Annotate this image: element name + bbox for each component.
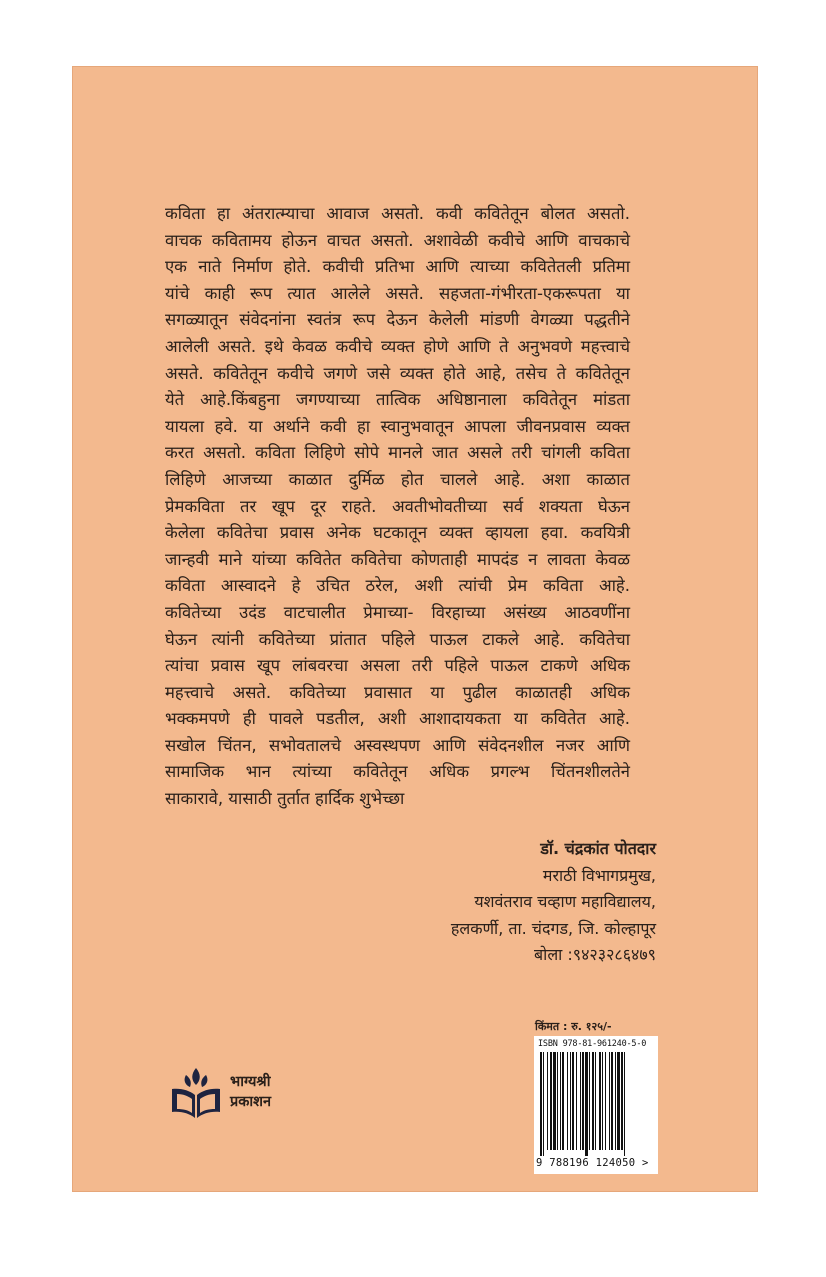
- signature-block: [451, 836, 656, 969]
- blurb-line: कविता आस्वादने हे उचित ठरेल, अशी त्यांची प्रेम कविता आहे.: [165, 576, 630, 596]
- publisher-name-line2: प्रकाशन: [230, 1094, 272, 1110]
- signature-phone: बोला :९४२३२८६४७९: [534, 945, 656, 964]
- blurb-line: असते. कवितेतून कवीचे जगणे जसे व्यक्त होते आहे, तसेच ते कवितेतून: [165, 363, 630, 383]
- publisher-logo-icon: [168, 1065, 224, 1121]
- barcode-bar: [595, 1052, 596, 1150]
- blurb-line: महत्त्वाचे असते. कवितेच्या प्रवासात या पुढील काळातही अधिक: [165, 682, 630, 702]
- barcode-bar: [576, 1052, 577, 1150]
- barcode-bar: [567, 1052, 568, 1150]
- blurb-line: सामाजिक भान त्यांच्या कवितेतून अधिक प्रगल्भ चिंतनशीलतेने: [165, 762, 630, 782]
- barcode-bar: [560, 1052, 561, 1150]
- blurb-line: केलेला कवितेचा प्रवास अनेक घटकातून व्यक्त व्हायला हवा. कवयित्री: [165, 523, 630, 543]
- barcode-bar: [553, 1052, 556, 1150]
- blurb-line: यांचे काही रूप त्यात आलेले असते. सहजता-गंभीरता-एकरूपता या: [165, 283, 630, 303]
- blurb-line: आलेली असते. इथे केवळ कवीचे व्यक्त होणे आणि ते अनुभवणे महत्त्वाचे: [165, 336, 630, 356]
- barcode-bar: [589, 1052, 590, 1150]
- barcode-box: [534, 1036, 658, 1174]
- barcode-bar: [557, 1052, 558, 1150]
- blurb-line: सगळ्यातून संवेदनांना स्वतंत्र रूप देऊन केलेली मांडणी वेगळ्या पद्धतीने: [165, 310, 630, 330]
- barcode-bar: [611, 1052, 613, 1150]
- blurb-line: करत असतो. कविता लिहिणे सोपे मानले जात असले तरी चांगली कविता: [165, 443, 630, 463]
- barcode-number: 9 788196 124050 >: [536, 1157, 649, 1169]
- blurb-line: भक्कमपणे ही पावले पडतील, अशी आशादायकता या कवितेत आहे.: [165, 709, 630, 729]
- blurb-line: लिहिणे आजच्या काळात दुर्मिळ होत चालले आहे. अशा काळात: [165, 469, 630, 489]
- barcode-bar: [582, 1052, 584, 1150]
- blurb-line: वाचक कवितामय होऊन वाचत असतो. अशावेळी कवीचे आणि वाचकाचे: [165, 230, 630, 250]
- barcode-bar: [599, 1052, 601, 1150]
- blurb-line: एक नाते निर्माण होते. कवीची प्रतिभा आणि त्याच्या कवितेतली प्रतिमा: [165, 257, 630, 277]
- barcode-bar: [570, 1052, 571, 1150]
- publisher-name: [230, 1072, 271, 1112]
- blurb-line: जान्हवी माने यांच्या कवितेत कवितेचा कोणताही मापदंड न लावता केवळ: [165, 549, 630, 569]
- isbn-label: ISBN 978-81-961240-5-0: [538, 1039, 647, 1049]
- barcode-bar: [547, 1052, 548, 1150]
- barcode-bar: [615, 1052, 616, 1150]
- barcode-bar: [609, 1052, 610, 1150]
- barcode-bar: [602, 1052, 603, 1150]
- publisher-name-line1: भाग्यश्री: [230, 1074, 271, 1090]
- barcode-bar: [562, 1052, 564, 1150]
- barcode-bar: [572, 1052, 574, 1150]
- barcode-bar: [543, 1052, 544, 1156]
- signature-title: मराठी विभागप्रमुख,: [542, 865, 656, 885]
- signature-college: यशवंतराव चव्हाण महाविद्यालय,: [474, 892, 656, 911]
- barcode-icon: [540, 1052, 652, 1156]
- blurb-line: यायला हवे. या अर्थाने कवी हा स्वानुभवातून आपला जीवनप्रवास व्यक्त: [165, 416, 630, 436]
- barcode-bar: [617, 1052, 620, 1150]
- barcode-bar: [605, 1052, 606, 1150]
- blurb-text: [165, 201, 630, 813]
- blurb-line: त्यांचा प्रवास खूप लांबवरचा असला तरी पहिले पाऊल टाकणे अधिक: [165, 656, 630, 676]
- price-label: किंमत : रु. १२५/-: [535, 1020, 612, 1033]
- signature-address: हलकर्णी, ता. चंदगड, जि. कोल्हापूर: [450, 918, 656, 938]
- blurb-line: प्रेमकविता तर खूप दूर राहते. अवतीभोवतीच्या सर्व शक्यता घेऊन: [165, 496, 630, 516]
- blurb-line: सखोल चिंतन, सभोवतालचे अस्वस्थपण आणि संवेदनशील नजर आणि: [165, 735, 630, 755]
- blurb-line: घेऊन त्यांनी कवितेच्या प्रांतात पहिले पाऊल टाकले आहे. कवितेचा: [165, 629, 630, 649]
- barcode-bar: [621, 1052, 623, 1150]
- blurb-line: कवितेच्या उदंड वाटचालीत प्रेमाच्या- विरहाच्या असंख्य आठवणींना: [165, 602, 630, 622]
- blurb-line: साकारावे, यासाठी तुर्तात हार्दिक शुभेच्छा: [165, 789, 405, 809]
- barcode-bar: [580, 1052, 581, 1150]
- barcode-bar: [624, 1052, 625, 1156]
- barcode-bar: [585, 1052, 588, 1156]
- blurb-line: कविता हा अंतरात्म्याचा आवाज असतो. कवी कवितेतून बोलत असतो.: [165, 204, 630, 223]
- barcode-bar: [550, 1052, 552, 1150]
- barcode-bar: [592, 1052, 594, 1150]
- blurb-line: येते आहे.किंबहुना जगण्याच्या तात्विक अधिष्ठानाला कवितेतून मांडता: [165, 390, 630, 410]
- barcode-bar: [540, 1052, 542, 1156]
- signature-name: डॉ. चंद्रकांत पोतदार: [540, 839, 656, 858]
